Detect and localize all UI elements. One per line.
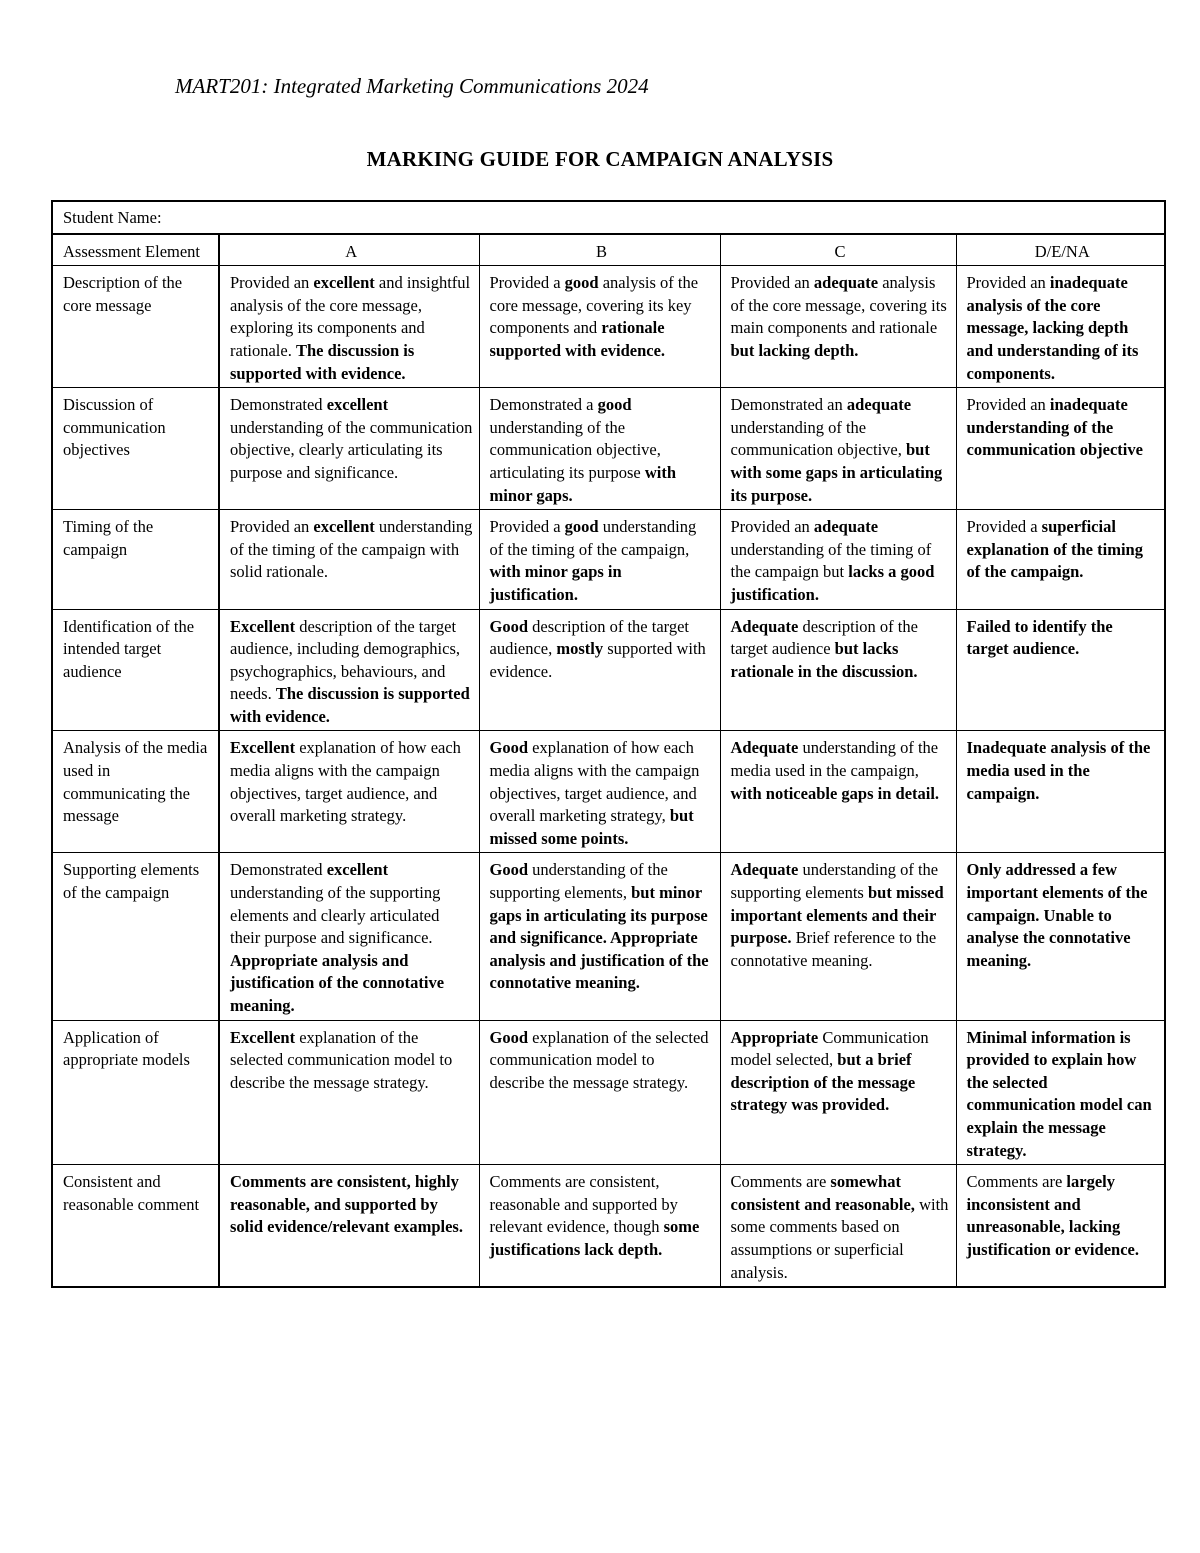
criterion-emphasis-text: Excellent bbox=[230, 1027, 296, 1047]
grade-b-cell bbox=[479, 510, 720, 609]
rubric-row bbox=[52, 731, 1165, 853]
assessment-element-cell: Timing of the campaign bbox=[52, 510, 219, 609]
criterion-emphasis-text: Failed to identify the target audience. bbox=[966, 616, 1113, 659]
rubric-row bbox=[52, 853, 1165, 1020]
grade-c-cell bbox=[720, 388, 956, 510]
criterion-text: Provided an bbox=[230, 273, 314, 293]
criterion-emphasis-text: Appropriate bbox=[730, 1027, 819, 1047]
page-title: MARKING GUIDE FOR CAMPAIGN ANALYSIS bbox=[366, 147, 834, 171]
grade-a-cell bbox=[219, 853, 479, 1020]
criterion-text: understanding of the media used in the campaign, bbox=[730, 738, 939, 781]
assessment-element-cell: Description of the core message bbox=[52, 266, 219, 388]
criterion-text: Demonstrated an bbox=[730, 395, 847, 415]
rubric-row bbox=[52, 388, 1165, 510]
rubric-body bbox=[52, 266, 1165, 1287]
grade-b-cell bbox=[479, 853, 720, 1020]
criterion-emphasis-text: Adequate bbox=[730, 616, 799, 636]
criterion-emphasis-text: Inadequate analysis of the media used in the campaign. bbox=[966, 738, 1151, 803]
criterion-text: description of the target audience bbox=[730, 616, 918, 659]
criterion-emphasis-text: good bbox=[597, 395, 632, 415]
criterion-emphasis-text: Adequate bbox=[730, 738, 799, 758]
criterion-emphasis-text: with minor gaps. bbox=[489, 462, 677, 505]
criterion-text: analysis of the core message, covering its key components and bbox=[489, 273, 699, 338]
assessment-element-cell: Application of appropriate models bbox=[52, 1020, 219, 1165]
criterion-text: with some comments based on assumptions or superficial analysis. bbox=[730, 1194, 949, 1282]
criterion-text: Provided an bbox=[730, 517, 814, 537]
criterion-text: understanding of the communication objective, clearly articulating its purpose and significance. bbox=[230, 417, 473, 482]
grade-c-cell bbox=[720, 266, 956, 388]
criterion-emphasis-text: rationale supported with evidence. bbox=[489, 318, 666, 360]
criterion-emphasis-text: superficial explanation of the timing of the campaign. bbox=[966, 517, 1143, 582]
criterion-text: understanding of the supporting elements, bbox=[489, 860, 668, 903]
criterion-emphasis-text: The discussion is supported with evidence. bbox=[230, 684, 470, 726]
criterion-emphasis-text: excellent bbox=[326, 395, 389, 415]
criterion-emphasis-text: mostly bbox=[556, 639, 604, 659]
rubric-row bbox=[52, 609, 1165, 731]
criterion-text: explanation of how each media aligns with the campaign objectives, target audience, and overall marketing strategy. bbox=[230, 738, 461, 826]
grade-c-cell bbox=[720, 510, 956, 609]
grade-dena-cell bbox=[956, 853, 1165, 1020]
grade-dena-cell bbox=[956, 388, 1165, 510]
rubric-row bbox=[52, 266, 1165, 388]
column-header-c: C bbox=[720, 234, 956, 266]
criterion-emphasis-text: good bbox=[564, 517, 599, 537]
criterion-emphasis-text: inadequate understanding of the communication objective bbox=[966, 395, 1143, 460]
criterion-emphasis-text: Good bbox=[489, 616, 529, 636]
criterion-text: Demonstrated bbox=[230, 395, 327, 415]
grade-a-cell bbox=[219, 1165, 479, 1287]
grade-a-cell bbox=[219, 266, 479, 388]
grade-a-cell bbox=[219, 388, 479, 510]
criterion-emphasis-text: but lacking depth. bbox=[730, 340, 859, 360]
grade-c-cell bbox=[720, 609, 956, 731]
grade-dena-cell bbox=[956, 266, 1165, 388]
criterion-emphasis-text: some justifications lack depth. bbox=[489, 1217, 700, 1259]
course-title: MART201: Integrated Marketing Communications 2024 bbox=[175, 74, 649, 98]
criterion-emphasis-text: Comments are consistent, highly reasonable, and supported by solid evidence/relevant examples. bbox=[230, 1172, 463, 1237]
criterion-text: understanding of the timing of the campaign but bbox=[730, 539, 932, 582]
criterion-emphasis-text: adequate bbox=[813, 517, 879, 537]
criterion-emphasis-text: Good bbox=[489, 860, 529, 880]
criterion-text: understanding of the supporting elements bbox=[730, 860, 939, 903]
criterion-text: explanation of how each media aligns with the campaign objectives, target audience, and overall marketing strategy, bbox=[489, 738, 700, 826]
assessment-element-cell: Analysis of the media used in communicating the message bbox=[52, 731, 219, 853]
criterion-emphasis-text: excellent bbox=[313, 273, 375, 293]
criterion-text: understanding of the communication objective, articulating its purpose bbox=[489, 417, 661, 482]
criterion-emphasis-text: Good bbox=[489, 738, 529, 758]
criterion-text: Provided a bbox=[489, 273, 565, 293]
grade-a-cell bbox=[219, 1020, 479, 1165]
criterion-text: Demonstrated bbox=[230, 860, 327, 880]
criterion-text: Provided an bbox=[966, 273, 1050, 293]
criterion-emphasis-text: Excellent bbox=[230, 738, 296, 758]
assessment-element-cell: Discussion of communication objectives bbox=[52, 388, 219, 510]
grade-b-cell bbox=[479, 266, 720, 388]
criterion-emphasis-text: Adequate bbox=[730, 860, 799, 880]
criterion-emphasis-text: Good bbox=[489, 1027, 529, 1047]
criterion-emphasis-text: with minor gaps in justification. bbox=[489, 562, 622, 604]
criterion-text: Provided an bbox=[730, 273, 814, 293]
assessment-element-cell: Supporting elements of the campaign bbox=[52, 853, 219, 1020]
column-header-element: Assessment Element bbox=[52, 234, 219, 266]
criterion-emphasis-text: Excellent bbox=[230, 616, 296, 636]
grade-dena-cell bbox=[956, 1020, 1165, 1165]
criterion-emphasis-text: good bbox=[564, 273, 599, 293]
criterion-text: Communication model selected, bbox=[730, 1027, 929, 1070]
column-header-dena: D/E/NA bbox=[956, 234, 1165, 266]
grade-b-cell bbox=[479, 1165, 720, 1287]
criterion-emphasis-text: somewhat consistent and reasonable, bbox=[730, 1172, 915, 1214]
criterion-text: Provided an bbox=[966, 395, 1050, 415]
grade-b-cell bbox=[479, 388, 720, 510]
criterion-text: Brief reference to the connotative meaning. bbox=[730, 928, 937, 970]
criterion-emphasis-text: excellent bbox=[313, 517, 375, 537]
criterion-emphasis-text: but with some gaps in articulating its purpose. bbox=[730, 440, 943, 505]
grade-dena-cell bbox=[956, 609, 1165, 731]
grade-dena-cell bbox=[956, 731, 1165, 853]
criterion-text: understanding of the communication objective, bbox=[730, 417, 906, 460]
column-header-a: A bbox=[219, 234, 479, 266]
grade-dena-cell bbox=[956, 1165, 1165, 1287]
assessment-element-cell: Identification of the intended target audience bbox=[52, 609, 219, 731]
rubric-row bbox=[52, 510, 1165, 609]
criterion-emphasis-text: Only addressed a few important elements of the campaign. Unable to analyse the connotative meaning. bbox=[966, 860, 1148, 970]
criterion-text: understanding of the supporting elements and clearly articulated their purpose and significance. bbox=[230, 883, 441, 948]
criterion-emphasis-text: adequate bbox=[846, 395, 912, 415]
grade-c-cell bbox=[720, 1020, 956, 1165]
grade-c-cell bbox=[720, 731, 956, 853]
grade-a-cell bbox=[219, 731, 479, 853]
criterion-emphasis-text: but a brief description of the message strategy was provided. bbox=[730, 1050, 916, 1115]
rubric-row bbox=[52, 1020, 1165, 1165]
header-row bbox=[52, 234, 1165, 266]
marking-rubric-table bbox=[51, 200, 1166, 1288]
criterion-text: explanation of the selected communication model to describe the message strategy. bbox=[230, 1027, 453, 1092]
criterion-text: description of the target audience, including demographics, psychographics, behaviours, and needs. bbox=[230, 616, 461, 704]
grade-a-cell bbox=[219, 510, 479, 609]
criterion-text: Comments are consistent, reasonable and supported by relevant evidence, though bbox=[489, 1172, 678, 1237]
criterion-text: understanding of the timing of the campaign with solid rationale. bbox=[230, 517, 473, 582]
grade-a-cell bbox=[219, 609, 479, 731]
criterion-emphasis-text: The discussion is supported with evidence. bbox=[230, 340, 415, 383]
criterion-emphasis-text: adequate bbox=[813, 273, 879, 293]
criterion-text: description of the target audience, bbox=[489, 616, 689, 659]
criterion-emphasis-text: but missed some points. bbox=[489, 806, 694, 848]
criterion-text: explanation of the selected communication model to describe the message strategy. bbox=[489, 1027, 709, 1092]
criterion-emphasis-text: inadequate analysis of the core message, lacking depth and understanding of its components. bbox=[966, 273, 1139, 383]
grade-c-cell bbox=[720, 1165, 956, 1287]
criterion-text: supported with evidence. bbox=[489, 639, 706, 681]
criterion-emphasis-text: but lacks rationale in the discussion. bbox=[730, 639, 918, 681]
criterion-emphasis-text: Appropriate analysis and justification of the connotative meaning. bbox=[230, 950, 445, 1015]
criterion-text: Comments are bbox=[966, 1172, 1067, 1192]
grade-b-cell bbox=[479, 1020, 720, 1165]
criterion-text: Provided a bbox=[489, 517, 565, 537]
criterion-emphasis-text: Minimal information is provided to explain how the selected communication model can explain the message strategy. bbox=[966, 1027, 1152, 1160]
student-name-label: Student Name: bbox=[63, 208, 162, 227]
rubric-row bbox=[52, 1165, 1165, 1287]
criterion-emphasis-text: excellent bbox=[326, 860, 389, 880]
criterion-text: understanding of the timing of the campaign, bbox=[489, 517, 697, 559]
grade-b-cell bbox=[479, 731, 720, 853]
criterion-text: Provided an bbox=[230, 517, 314, 537]
criterion-emphasis-text: lacks a good justification. bbox=[730, 562, 935, 604]
column-header-b: B bbox=[479, 234, 720, 266]
criterion-text: Provided a bbox=[966, 517, 1042, 537]
student-name-field[interactable] bbox=[52, 201, 1165, 234]
student-name-row bbox=[52, 201, 1165, 234]
grade-b-cell bbox=[479, 609, 720, 731]
grade-dena-cell bbox=[956, 510, 1165, 609]
assessment-element-cell: Consistent and reasonable comment bbox=[52, 1165, 219, 1287]
criterion-emphasis-text: with noticeable gaps in detail. bbox=[730, 783, 940, 803]
criterion-text: Comments are bbox=[730, 1172, 831, 1192]
criterion-text: analysis of the core message, covering its main components and rationale bbox=[730, 273, 947, 338]
grade-c-cell bbox=[720, 853, 956, 1020]
criterion-emphasis-text: but missed important elements and their purpose. bbox=[730, 883, 944, 948]
criterion-emphasis-text: but minor gaps in articulating its purpose and significance. Appropriate analysis and justification of the connotative meaning. bbox=[489, 883, 709, 993]
criterion-text: Demonstrated a bbox=[489, 395, 598, 415]
criterion-emphasis-text: largely inconsistent and unreasonable, lacking justification or evidence. bbox=[966, 1172, 1139, 1259]
criterion-text: and insightful analysis of the core message, exploring its components and rationale. bbox=[230, 273, 471, 360]
